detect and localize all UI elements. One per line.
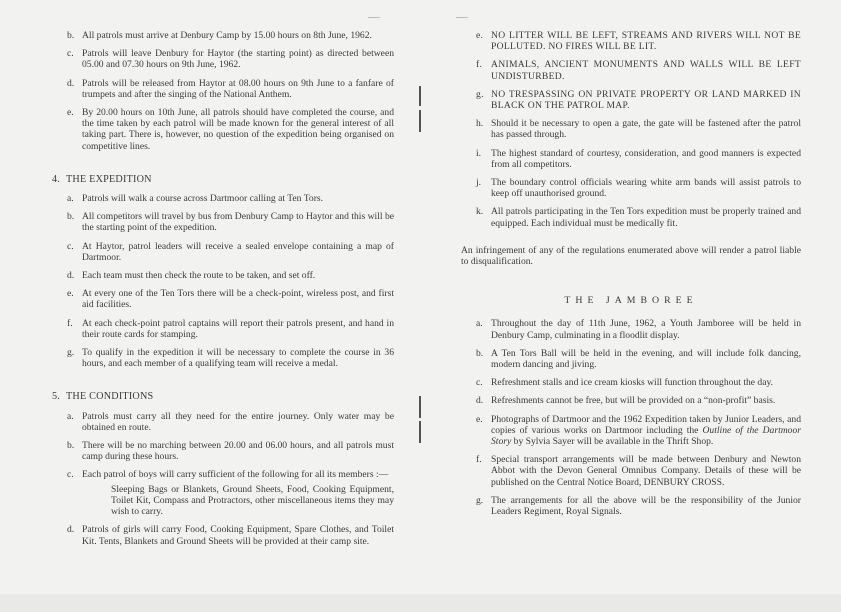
item-label: c. xyxy=(67,48,74,60)
item-label: a. xyxy=(476,318,483,330)
item-label: b. xyxy=(67,440,75,452)
list-item xyxy=(67,78,394,100)
fold-mark-left xyxy=(368,17,380,18)
item-label: e. xyxy=(476,30,484,41)
item-text: ANIMALS, ANCIENT MONUMENTS AND WALLS WILL BE LEFT UNDISTURBED. xyxy=(491,59,801,82)
fold-mark-right xyxy=(456,17,468,18)
item-text: A Ten Tors Ball will be held in the evening, and will include folk dancing, modern dancing and jiving. xyxy=(491,347,801,371)
item-text: All patrols must arrive at Denbury Camp by 15.00 hours on 8th June, 1962. xyxy=(82,30,372,41)
section-number: 4. xyxy=(52,173,61,185)
staple-mark-top-lower xyxy=(419,110,421,132)
item-label: c. xyxy=(476,377,483,389)
item-text: At each check-point patrol captains will report their patrols present, and hand in their route cards for stamping. xyxy=(82,317,394,340)
item-text: Patrols will leave Denbury for Haytor (the starting point) as directed between 05.00 and 07.30 hours on 9th June, 1962. xyxy=(82,48,394,71)
list-item xyxy=(476,206,801,228)
item-text: Patrols will be released from Haytor at 08.00 hours on 9th June to a fanfare of trumpets and after the singing of the National Anthem. xyxy=(82,77,394,100)
page-bottom-edge xyxy=(0,594,841,612)
item-text: Refreshments cannot be free, but will be provided on a “non-profit” basis. xyxy=(491,395,776,407)
list-item xyxy=(67,469,394,480)
item-text: The arrangements for all the above will be the responsibility of the Junior Leaders Regiment, Royal Signals. xyxy=(491,494,801,518)
item-text: All patrols participating in the Ten Tors expedition must be properly trained and equipped. Each individual must be medically fit. xyxy=(491,206,801,229)
staple-mark-bottom-lower xyxy=(419,421,421,443)
item-label: d. xyxy=(67,270,75,282)
list-item xyxy=(476,177,801,199)
conditions-list xyxy=(52,411,394,547)
item-label: b. xyxy=(476,347,484,359)
right-column xyxy=(461,30,801,524)
section-heading-conditions xyxy=(52,391,394,402)
list-item xyxy=(67,270,394,281)
item-label: e. xyxy=(67,107,74,119)
item-text: The highest standard of courtesy, consideration, and good manners is expected from all competitors. xyxy=(491,147,801,170)
list-item xyxy=(476,495,801,517)
staple-mark-bottom-upper xyxy=(419,396,421,418)
item-label: g. xyxy=(476,88,484,100)
list-item xyxy=(476,89,801,111)
item-label: e. xyxy=(67,288,74,300)
expedition-list xyxy=(52,193,394,369)
list-item xyxy=(67,30,394,41)
item-text: At every one of the Ten Tors there will be a check-point, wireless post, and first aid facilities. xyxy=(82,288,394,311)
item-text: Each team must then check the route to be taken, and set off. xyxy=(82,270,316,282)
list-item xyxy=(476,148,801,170)
item-text: Patrols must carry all they need for the entire journey. Only water may be obtained en route. xyxy=(82,410,394,433)
list-item xyxy=(67,241,394,263)
item-label: c. xyxy=(67,469,74,481)
item-text: by Sylvia Sayer will be available in the Thrift Shop. xyxy=(511,436,714,448)
item-label: d. xyxy=(67,524,75,536)
item-label: f. xyxy=(476,59,483,71)
section-title: THE CONDITIONS xyxy=(66,391,154,403)
list-item xyxy=(476,30,801,52)
item-label: e. xyxy=(476,413,483,425)
section-number: 5. xyxy=(52,391,61,403)
item-label: j. xyxy=(476,177,482,189)
item-text: Patrols will walk a course across Dartmoor calling at Ten Tors. xyxy=(82,193,324,205)
jamboree-list xyxy=(461,318,801,517)
item-label: b. xyxy=(67,30,75,41)
item-label: g. xyxy=(67,347,75,359)
regulations-list xyxy=(461,30,801,229)
list-item xyxy=(67,524,394,546)
list-item xyxy=(67,347,394,369)
list-item xyxy=(476,118,801,140)
item-text: The boundary control officials wearing white arm bands will assist patrols to keep off unauthorised ground. xyxy=(491,177,801,200)
item-text: At Haytor, patrol leaders will receive a sealed envelope containing a map of Dartmoor. xyxy=(82,240,394,263)
item-label: a. xyxy=(67,410,74,422)
item-text: Special transport arrangements will be made between Denbury and Newton Abbot with the Devon General Omnibus Company. Details of these will be published on the Central Notice Board, DENBURY CROSS. xyxy=(491,454,801,488)
list-item xyxy=(476,414,801,448)
item-label: f. xyxy=(476,454,482,466)
list-item xyxy=(67,318,394,340)
item-text: NO TRESPASSING ON PRIVATE PROPERTY OR LAND MARKED IN BLACK ON THE PATROL MAP. xyxy=(491,88,801,112)
list-item xyxy=(67,411,394,433)
list-item xyxy=(67,193,394,204)
left-top-list xyxy=(52,30,394,152)
list-item xyxy=(476,59,801,81)
item-text: There will be no marching between 20.00 and 06.00 hours, and all patrols must camp during these hours. xyxy=(82,440,394,463)
item-label: b. xyxy=(67,211,75,223)
staple-mark-top-upper xyxy=(419,86,421,106)
item-label: k. xyxy=(476,206,484,218)
item-text: Patrols of girls will carry Food, Cooking Equipment, Spare Clothes, and Toilet Kit. Tents, Blankets and Ground Sheets will be provided at their camp site. xyxy=(82,524,394,547)
item-label: a. xyxy=(67,193,74,205)
item-text: By 20.00 hours on 10th June, all patrols should have completed the course, and the time taken by each patrol will be made known for the general interest of all taking part. There is, however, no question of the expedition being organised on competitive lines. xyxy=(82,107,394,152)
list-item xyxy=(67,48,394,70)
list-item xyxy=(67,211,394,233)
item-text: NO LITTER WILL BE LEFT, STREAMS AND RIVERS WILL NOT BE POLLUTED. NO FIRES WILL BE LIT. xyxy=(491,30,801,53)
item-text: All competitors will travel by bus from Denbury Camp to Haytor and this will be the starting point of the expedition. xyxy=(82,211,394,234)
item-label: d. xyxy=(67,77,75,89)
item-text: Photographs of Dartmoor and the 1962 Expedition taken by Junior Leaders, and copies of various works on Dartmoor including the xyxy=(491,413,801,436)
item-label: i. xyxy=(476,147,482,159)
book-title: Outline of the Dartmoor Story xyxy=(491,424,801,448)
section-title: THE EXPEDITION xyxy=(66,173,152,185)
item-text: Throughout the day of 11th June, 1962, a Youth Jamboree will be held in Denbury Camp, culminating in a floodlit display. xyxy=(491,318,801,341)
jamboree-heading: THE JAMBOREE xyxy=(564,295,698,307)
item-text: Refreshment stalls and ice cream kiosks will function throughout the day. xyxy=(491,377,774,389)
list-item xyxy=(476,377,801,388)
left-column xyxy=(52,30,394,554)
equipment-list: Sleeping Bags or Blankets, Ground Sheets, Food, Cooking Equipment, Toilet Kit, Compass and Protractors, other miscellaneous items they may wish to carry. xyxy=(111,483,394,518)
list-item xyxy=(67,440,394,462)
item-text: To qualify in the expedition it will be necessary to complete the course in 36 hours, and each member of a qualifying team will receive a medal. xyxy=(82,347,394,370)
item-label: g. xyxy=(476,494,484,506)
item-label: c. xyxy=(67,240,74,252)
list-item xyxy=(476,395,801,406)
list-item xyxy=(67,288,394,310)
list-item xyxy=(67,107,394,152)
item-label: h. xyxy=(476,118,484,130)
list-item xyxy=(476,318,801,340)
list-item xyxy=(476,454,801,488)
item-label: f. xyxy=(67,317,73,329)
item-text: Should it be necessary to open a gate, the gate will be fastened after the patrol has passed through. xyxy=(491,118,801,141)
section-heading-expedition xyxy=(52,174,394,185)
item-text: Each patrol of boys will carry sufficient of the following for all its members :— xyxy=(82,469,389,481)
list-item xyxy=(476,348,801,370)
infringement-note: An infringement of any of the regulations enumerated above will render a patrol liable to disqualification. xyxy=(461,244,801,268)
item-label: d. xyxy=(476,395,484,407)
